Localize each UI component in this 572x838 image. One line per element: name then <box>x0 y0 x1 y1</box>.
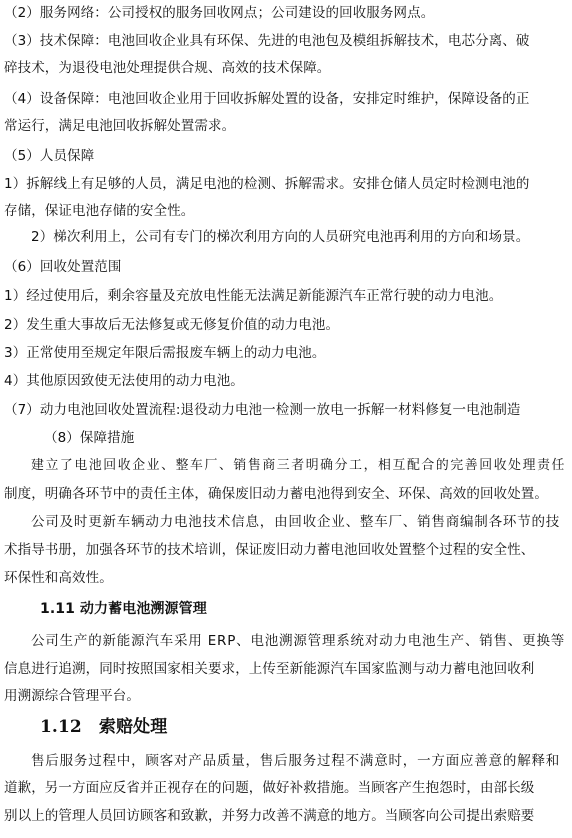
text-line: 环保性和高效性。 <box>4 570 113 586</box>
section-heading: 1.11 动力蓄电池溯源管理 <box>40 601 207 617</box>
text-line: 2）发生重大事故后无法修复或无修复价值的动力电池。 <box>4 317 340 333</box>
text-line: （6）回收处置范围 <box>4 259 122 275</box>
text-line: 存储，保证电池存储的安全性。 <box>4 203 195 219</box>
text-line: 4）其他原因致使无法使用的动力电池。 <box>4 373 244 389</box>
text-line: 公司生产的新能源汽车采用 ERP、电池溯源管理系统对动力电池生产、销售、更换等 <box>31 633 566 649</box>
text-line: 术指导书册，加强各环节的技术培训，保证废旧动力蓄电池回收处置整个过程的安全性、 <box>4 542 535 558</box>
text-line: 建立了电池回收企业、整车厂、销售商三者明确分工，相互配合的完善回收处理责任 <box>31 458 566 473</box>
text-line: 信息进行追溯，同时按照国家相关要求，上传至新能源汽车国家监测与动力蓄电池回收利 <box>4 661 535 677</box>
text-line: 道歉，另一方面应反省并正视存在的问题，做好补救措施。当顾客产生抱怨时，由部长级 <box>4 780 535 796</box>
section-heading: 1.12 索赔处理 <box>40 717 168 737</box>
text-line: （7）动力电池回收处置流程:退役动力电池一检测一放电一拆解一材料修复一电池制造 <box>4 402 521 418</box>
text-line: 别以上的管理人员回访顾客和致歉，并努力改善不满意的地方。当顾客向公司提出索赔要 <box>4 808 535 824</box>
text-line: 制度，明确各环节中的责任主体，确保废旧动力蓄电池得到安全、环保、高效的回收处置。 <box>4 486 548 502</box>
text-line: 3）正常使用至规定年限后需报废车辆上的动力电池。 <box>4 345 326 361</box>
text-line: （4）设备保障：电池回收企业用于回收拆解处置的设备，安排定时维护，保障设备的正 <box>4 91 530 107</box>
text-line: 常运行，满足电池回收拆解处置需求。 <box>4 118 236 134</box>
text-line: （3）技术保障：电池回收企业具有环保、先进的电池包及模组拆解技术，电芯分离、破 <box>4 33 530 49</box>
text-line: 售后服务过程中，顾客对产品质量，售后服务过程不满意时，一方面应善意的解释和 <box>31 753 561 769</box>
text-line: （8）保障措施 <box>44 430 135 446</box>
text-line: 1）拆解线上有足够的人员，满足电池的检测、拆解需求。安排仓储人员定时检测电池的 <box>4 176 530 192</box>
text-line: 2）梯次利用上，公司有专门的梯次利用方向的人员研究电池再利用的方向和场景。 <box>31 229 530 245</box>
text-line: 碎技术，为退役电池处理提供合规、高效的技术保障。 <box>4 60 331 76</box>
text-line: 用溯源综合管理平台。 <box>4 688 140 704</box>
text-line: 1）经过使用后，剩余容量及充放电性能无法满足新能源汽车正常行驶的动力电池。 <box>4 288 503 304</box>
text-line: 公司及时更新车辆动力电池技术信息，由回收企业、整车厂、销售商编制各环节的技 <box>31 514 561 530</box>
text-line: （5）人员保障 <box>4 148 95 164</box>
text-line: （2）服务网络：公司授权的服务回收网点；公司建设的回收服务网点。 <box>4 5 435 21</box>
